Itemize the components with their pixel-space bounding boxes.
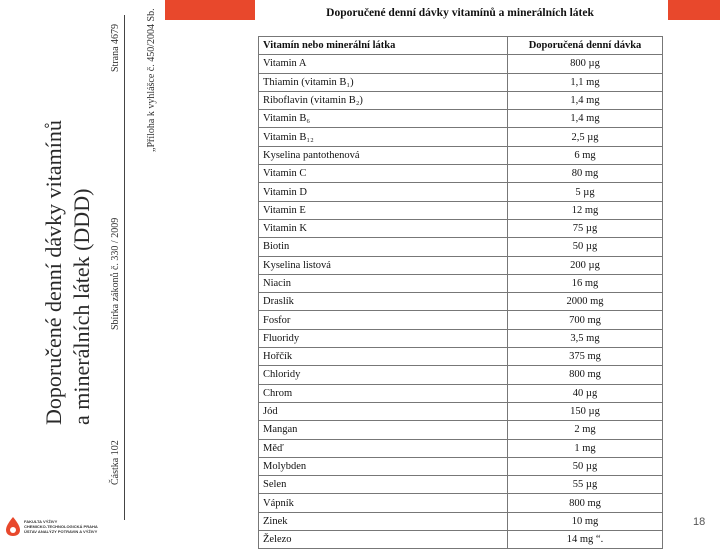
substance-cell: Vitamin D bbox=[259, 183, 508, 201]
substance-cell: Hořčík bbox=[259, 348, 508, 366]
dose-cell: 1 mg bbox=[508, 439, 663, 457]
table-row bbox=[259, 402, 663, 420]
slide-title-line1: Doporučené denní dávky vitamínů bbox=[41, 120, 66, 425]
top-accent-bar-left bbox=[165, 0, 255, 20]
slide-title-line2: a minerálních látek (DDD) bbox=[69, 188, 94, 425]
faculty-logo-icon bbox=[4, 516, 22, 536]
substance-cell: Jód bbox=[259, 402, 508, 420]
substance-cell: Zinek bbox=[259, 512, 508, 530]
table-row bbox=[259, 274, 663, 292]
dose-cell: 700 mg bbox=[508, 311, 663, 329]
table-row bbox=[259, 329, 663, 347]
dose-cell: 1,1 mg bbox=[508, 73, 663, 91]
table-row bbox=[259, 73, 663, 91]
dose-cell: 6 mg bbox=[508, 146, 663, 164]
dose-cell: 50 µg bbox=[508, 457, 663, 475]
table-row bbox=[259, 512, 663, 530]
table-row bbox=[259, 110, 663, 128]
table-row bbox=[259, 311, 663, 329]
margin-page-label: Strana 4679 bbox=[110, 23, 121, 72]
substance-cell: Fosfor bbox=[259, 311, 508, 329]
table-row bbox=[259, 55, 663, 73]
substance-cell: Vápník bbox=[259, 494, 508, 512]
substance-cell: Chrom bbox=[259, 384, 508, 402]
dose-cell: 3,5 mg bbox=[508, 329, 663, 347]
top-accent-bar-right bbox=[668, 0, 720, 20]
table-row bbox=[259, 476, 663, 494]
dose-cell: 2,5 µg bbox=[508, 128, 663, 146]
dose-cell: 50 µg bbox=[508, 238, 663, 256]
table-row bbox=[259, 128, 663, 146]
substance-cell: Draslík bbox=[259, 293, 508, 311]
margin-law: Sbírka zákonů č. 330 / 2009 bbox=[110, 217, 121, 330]
table-row bbox=[259, 165, 663, 183]
substance-cell: Vitamin B₆ bbox=[259, 110, 508, 128]
table-row bbox=[259, 366, 663, 384]
table-row bbox=[259, 146, 663, 164]
column-header-substance: Vitamín nebo minerální látka bbox=[259, 37, 508, 55]
table-row bbox=[259, 457, 663, 475]
substance-cell: Molybden bbox=[259, 457, 508, 475]
faculty-logo-text: FAKULTA VÝŽIVY CHEMICKO-TECHNOLOGICKÁ PRAHA ÚSTAV ANALÝZY POTRAVIN A VÝŽIVY bbox=[24, 519, 98, 534]
dose-cell: 80 mg bbox=[508, 165, 663, 183]
page-number: 18 bbox=[693, 516, 706, 528]
dose-cell: 40 µg bbox=[508, 384, 663, 402]
dose-cell: 200 µg bbox=[508, 256, 663, 274]
dose-cell: 1,4 mg bbox=[508, 110, 663, 128]
substance-cell: Chloridy bbox=[259, 366, 508, 384]
dose-cell: 800 mg bbox=[508, 366, 663, 384]
substance-cell: Měď bbox=[259, 439, 508, 457]
substance-cell: Kyselina pantothenová bbox=[259, 146, 508, 164]
substance-cell: Kyselina listová bbox=[259, 256, 508, 274]
table-row bbox=[259, 384, 663, 402]
substance-cell: Thiamin (vitamin B₁) bbox=[259, 73, 508, 91]
table-row bbox=[259, 494, 663, 512]
substance-cell: Vitamin B₁₂ bbox=[259, 128, 508, 146]
table-row bbox=[259, 183, 663, 201]
slide-title bbox=[40, 85, 110, 425]
table-row bbox=[259, 348, 663, 366]
dose-cell: 375 mg bbox=[508, 348, 663, 366]
substance-cell: Selen bbox=[259, 476, 508, 494]
dose-cell: 55 µg bbox=[508, 476, 663, 494]
table-row bbox=[259, 201, 663, 219]
dose-cell: 800 mg bbox=[508, 494, 663, 512]
substance-cell: Fluoridy bbox=[259, 329, 508, 347]
dose-cell: 5 µg bbox=[508, 183, 663, 201]
margin-appendix: „Příloha k vyhlášce č. 450/2004 Sb. bbox=[146, 8, 157, 152]
substance-cell: Vitamin A bbox=[259, 55, 508, 73]
table-row bbox=[259, 293, 663, 311]
dose-cell: 2 mg bbox=[508, 421, 663, 439]
dose-cell: 150 µg bbox=[508, 402, 663, 420]
margin-part: Částka 102 bbox=[110, 440, 121, 485]
substance-cell: Železo bbox=[259, 531, 508, 549]
table-row bbox=[259, 238, 663, 256]
dose-cell: 75 µg bbox=[508, 219, 663, 237]
substance-cell: Biotin bbox=[259, 238, 508, 256]
vitamin-table bbox=[258, 36, 663, 549]
table-row bbox=[259, 421, 663, 439]
table-row bbox=[259, 91, 663, 109]
dose-cell: 12 mg bbox=[508, 201, 663, 219]
substance-cell: Riboflavin (vitamin B₂) bbox=[259, 91, 508, 109]
dose-cell: 14 mg “. bbox=[508, 531, 663, 549]
substance-cell: Vitamin C bbox=[259, 165, 508, 183]
table-row bbox=[259, 219, 663, 237]
dose-cell: 800 µg bbox=[508, 55, 663, 73]
substance-cell: Mangan bbox=[259, 421, 508, 439]
document-heading: Doporučené denní dávky vitamínů a minerálních látek bbox=[326, 7, 594, 19]
substance-cell: Vitamin K bbox=[259, 219, 508, 237]
dose-cell: 10 mg bbox=[508, 512, 663, 530]
dose-cell: 2000 mg bbox=[508, 293, 663, 311]
dose-cell: 1,4 mg bbox=[508, 91, 663, 109]
substance-cell: Niacin bbox=[259, 274, 508, 292]
substance-cell: Vitamin E bbox=[259, 201, 508, 219]
column-header-dose: Doporučená denní dávka bbox=[508, 37, 663, 55]
table-row bbox=[259, 256, 663, 274]
dose-cell: 16 mg bbox=[508, 274, 663, 292]
table-header-row bbox=[259, 37, 663, 55]
table-row bbox=[259, 439, 663, 457]
margin-divider-line bbox=[124, 15, 125, 520]
